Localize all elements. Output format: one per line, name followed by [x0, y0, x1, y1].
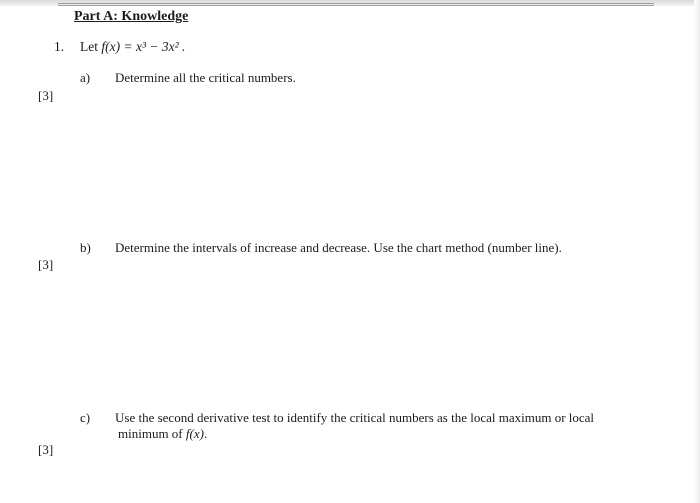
question-stem: [80, 39, 185, 55]
table-border-line: [58, 5, 654, 6]
subpart-c-text-line2: [115, 426, 594, 442]
subpart-c-text: [115, 410, 594, 442]
subpart-b-marks: [3]: [38, 257, 54, 272]
page-right-edge: [694, 0, 700, 503]
subpart-c-line2-prefix: minimum of: [118, 426, 186, 441]
subpart-c-marks: [3]: [38, 442, 54, 457]
function-name: f(x): [101, 39, 121, 54]
subpart-b-text: Determine the intervals of increase and decrease. Use the chart method (number line).: [115, 240, 562, 255]
subpart-a-marks: [3]: [38, 88, 54, 103]
subpart-a-label: a): [80, 70, 91, 85]
function-expression: = x³ − 3x² .: [120, 39, 186, 54]
section-heading: Part A: Knowledge: [74, 9, 189, 24]
subpart-b-label: b): [80, 240, 91, 255]
question-number: 1.: [54, 39, 65, 54]
subpart-c-label: c): [80, 410, 91, 425]
subpart-c-line2-suffix: .: [203, 426, 208, 441]
subpart-c-function-name: f(x): [185, 426, 204, 441]
table-border-line: [58, 3, 654, 4]
subpart-a-text: Determine all the critical numbers.: [115, 70, 296, 85]
question-stem-prefix: Let: [80, 39, 102, 54]
subpart-c-text-line1: Use the second derivative test to identify the critical numbers as the local maximum or local: [115, 410, 595, 425]
